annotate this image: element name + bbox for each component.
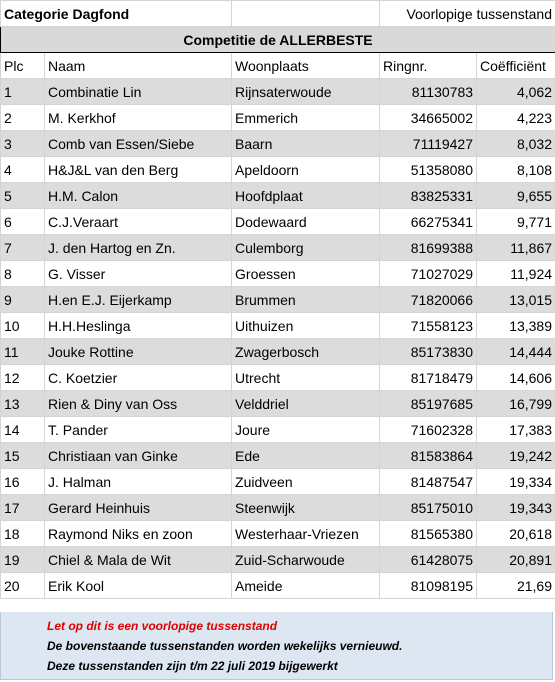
cell-naam[interactable]: G. Visser — [45, 261, 232, 287]
table-row — [1, 313, 555, 339]
cell-coefficient[interactable]: 9,655 — [477, 183, 555, 209]
cell-naam[interactable]: Jouke Rottine — [45, 339, 232, 365]
cell-naam[interactable]: H.M. Calon — [45, 183, 232, 209]
cell-coefficient[interactable]: 17,383 — [477, 417, 555, 443]
cell-ringnr[interactable]: 71119427 — [380, 131, 477, 157]
provisional-label[interactable]: Voorlopige tussenstand — [380, 1, 555, 27]
cell-coefficient[interactable]: 21,69 — [477, 573, 555, 599]
cell-plc[interactable]: 12 — [1, 365, 45, 391]
cell-woonplaats[interactable]: Ameide — [232, 573, 380, 599]
cell-plc[interactable]: 6 — [1, 209, 45, 235]
cell-woonplaats[interactable]: Dodewaard — [232, 209, 380, 235]
cell-coefficient[interactable]: 20,618 — [477, 521, 555, 547]
cell-woonplaats[interactable]: Emmerich — [232, 105, 380, 131]
update-note: De bovenstaande tussenstanden worden wekelijks vernieuwd. — [47, 639, 403, 653]
cell-ringnr[interactable]: 81487547 — [380, 469, 477, 495]
cell-naam[interactable]: Combinatie Lin — [45, 79, 232, 105]
cell-ringnr[interactable]: 81718479 — [380, 365, 477, 391]
cell-naam[interactable]: C. Koetzier — [45, 365, 232, 391]
table-row — [1, 105, 555, 131]
table-row — [1, 521, 555, 547]
cell-woonplaats[interactable]: Utrecht — [232, 365, 380, 391]
table-row — [1, 417, 555, 443]
cell-plc[interactable]: 17 — [1, 495, 45, 521]
cell-coefficient[interactable]: 19,334 — [477, 469, 555, 495]
cell-coefficient[interactable]: 14,606 — [477, 365, 555, 391]
cell-naam[interactable]: J. den Hartog en Zn. — [45, 235, 232, 261]
table-row — [1, 495, 555, 521]
cell-woonplaats[interactable]: Zuidveen — [232, 469, 380, 495]
cell-woonplaats[interactable]: Uithuizen — [232, 313, 380, 339]
cell-ringnr[interactable]: 66275341 — [380, 209, 477, 235]
cell-ringnr[interactable]: 81583864 — [380, 443, 477, 469]
cell-plc[interactable]: 4 — [1, 157, 45, 183]
col-header-ringnr[interactable]: Ringnr. — [380, 53, 477, 79]
table-row — [1, 391, 555, 417]
cell-plc[interactable]: 19 — [1, 547, 45, 573]
cell-coefficient[interactable]: 16,799 — [477, 391, 555, 417]
cell-coefficient[interactable]: 9,771 — [477, 209, 555, 235]
cell-ringnr[interactable]: 85175010 — [380, 495, 477, 521]
cell-plc[interactable]: 15 — [1, 443, 45, 469]
cell-naam[interactable]: Raymond Niks en zoon — [45, 521, 232, 547]
cell-plc[interactable]: 3 — [1, 131, 45, 157]
table-row — [1, 157, 555, 183]
table-body — [1, 79, 555, 599]
cell-naam[interactable]: M. Kerkhof — [45, 105, 232, 131]
category-row — [1, 1, 555, 27]
cell-ringnr[interactable]: 81565380 — [380, 521, 477, 547]
table-row — [1, 209, 555, 235]
cell-ringnr[interactable]: 61428075 — [380, 547, 477, 573]
cell-ringnr[interactable]: 83825331 — [380, 183, 477, 209]
cell-naam[interactable]: H&J&L van den Berg — [45, 157, 232, 183]
cell-plc[interactable]: 11 — [1, 339, 45, 365]
cell-ringnr[interactable]: 71558123 — [380, 313, 477, 339]
cell-coefficient[interactable]: 4,062 — [477, 79, 555, 105]
notes-box — [0, 612, 553, 680]
cell-ringnr[interactable]: 85173830 — [380, 339, 477, 365]
cell-woonplaats[interactable]: Baarn — [232, 131, 380, 157]
cell-plc[interactable]: 5 — [1, 183, 45, 209]
cell-coefficient[interactable]: 11,867 — [477, 235, 555, 261]
cell-ringnr[interactable]: 71820066 — [380, 287, 477, 313]
table-row — [1, 547, 555, 573]
table-row — [1, 443, 555, 469]
cell-coefficient[interactable]: 4,223 — [477, 105, 555, 131]
cell-woonplaats[interactable]: Ede — [232, 443, 380, 469]
cell-naam[interactable]: H.H.Heslinga — [45, 313, 232, 339]
table-row — [1, 287, 555, 313]
cell-coefficient[interactable]: 8,108 — [477, 157, 555, 183]
table-row — [1, 469, 555, 495]
table-row — [1, 339, 555, 365]
cell-naam[interactable]: Comb van Essen/Siebe — [45, 131, 232, 157]
cell-naam[interactable]: Erik Kool — [45, 573, 232, 599]
cell-coefficient[interactable]: 8,032 — [477, 131, 555, 157]
cell-naam[interactable]: H.en E.J. Eijerkamp — [45, 287, 232, 313]
cell-woonplaats[interactable]: Joure — [232, 417, 380, 443]
table-row — [1, 235, 555, 261]
cell-woonplaats[interactable]: Hoofdplaat — [232, 183, 380, 209]
cell-plc[interactable]: 9 — [1, 287, 45, 313]
cell-plc[interactable]: 8 — [1, 261, 45, 287]
cell-coefficient[interactable]: 20,891 — [477, 547, 555, 573]
cell-woonplaats[interactable]: Brummen — [232, 287, 380, 313]
cell-woonplaats[interactable]: Culemborg — [232, 235, 380, 261]
cell-ringnr[interactable]: 85197685 — [380, 391, 477, 417]
cell-plc[interactable]: 7 — [1, 235, 45, 261]
cell-plc[interactable]: 20 — [1, 573, 45, 599]
empty-cell[interactable] — [232, 1, 380, 27]
cell-coefficient[interactable]: 11,924 — [477, 261, 555, 287]
cell-ringnr[interactable]: 34665002 — [380, 105, 477, 131]
warning-note: Let op dit is een voorlopige tussenstand — [47, 619, 278, 633]
cell-woonplaats[interactable]: Velddriel — [232, 391, 380, 417]
cell-naam[interactable]: Rien & Diny van Oss — [45, 391, 232, 417]
cell-woonplaats[interactable]: Westerhaar-Vriezen — [232, 521, 380, 547]
table-row — [1, 183, 555, 209]
cell-ringnr[interactable]: 81130783 — [380, 79, 477, 105]
cell-woonplaats[interactable]: Apeldoorn — [232, 157, 380, 183]
cell-woonplaats[interactable]: Steenwijk — [232, 495, 380, 521]
cell-coefficient[interactable]: 13,389 — [477, 313, 555, 339]
table-row — [1, 79, 555, 105]
cell-woonplaats[interactable]: Zwagerbosch — [232, 339, 380, 365]
cell-plc[interactable]: 2 — [1, 105, 45, 131]
cell-naam[interactable]: Christiaan van Ginke — [45, 443, 232, 469]
cell-naam[interactable]: T. Pander — [45, 417, 232, 443]
cell-naam[interactable]: Chiel & Mala de Wit — [45, 547, 232, 573]
category-label[interactable]: Categorie Dagfond — [1, 1, 232, 27]
cell-woonplaats[interactable]: Zuid-Scharwoude — [232, 547, 380, 573]
col-header-plc[interactable]: Plc — [1, 53, 45, 79]
table-row — [1, 573, 555, 599]
cell-plc[interactable]: 16 — [1, 469, 45, 495]
cell-plc[interactable]: 10 — [1, 313, 45, 339]
cell-woonplaats[interactable]: Groessen — [232, 261, 380, 287]
cell-naam[interactable]: Gerard Heinhuis — [45, 495, 232, 521]
table-row — [1, 131, 555, 157]
cell-plc[interactable]: 13 — [1, 391, 45, 417]
table-row — [1, 261, 555, 287]
cell-woonplaats[interactable]: Rijnsaterwoude — [232, 79, 380, 105]
cell-ringnr[interactable]: 51358080 — [380, 157, 477, 183]
competition-title[interactable]: Competitie de ALLERBESTE — [1, 27, 555, 53]
date-note: Deze tussenstanden zijn t/m 22 juli 2019 bijgewerkt — [47, 659, 338, 673]
cell-coefficient[interactable]: 19,242 — [477, 443, 555, 469]
cell-coefficient[interactable]: 19,343 — [477, 495, 555, 521]
column-header-row — [1, 53, 555, 79]
cell-coefficient[interactable]: 14,444 — [477, 339, 555, 365]
cell-naam[interactable]: J. Halman — [45, 469, 232, 495]
col-header-coefficient[interactable]: Coëfficiënt — [477, 53, 555, 79]
cell-ringnr[interactable]: 81098195 — [380, 573, 477, 599]
cell-plc[interactable]: 1 — [1, 79, 45, 105]
cell-ringnr[interactable]: 71602328 — [380, 417, 477, 443]
cell-plc[interactable]: 14 — [1, 417, 45, 443]
cell-ringnr[interactable]: 81699388 — [380, 235, 477, 261]
cell-coefficient[interactable]: 13,015 — [477, 287, 555, 313]
table-row — [1, 365, 555, 391]
cell-plc[interactable]: 18 — [1, 521, 45, 547]
cell-ringnr[interactable]: 71027029 — [380, 261, 477, 287]
competition-title-row — [1, 27, 555, 53]
cell-naam[interactable]: C.J.Veraart — [45, 209, 232, 235]
col-header-naam[interactable]: Naam — [45, 53, 232, 79]
col-header-woonplaats[interactable]: Woonplaats — [232, 53, 380, 79]
